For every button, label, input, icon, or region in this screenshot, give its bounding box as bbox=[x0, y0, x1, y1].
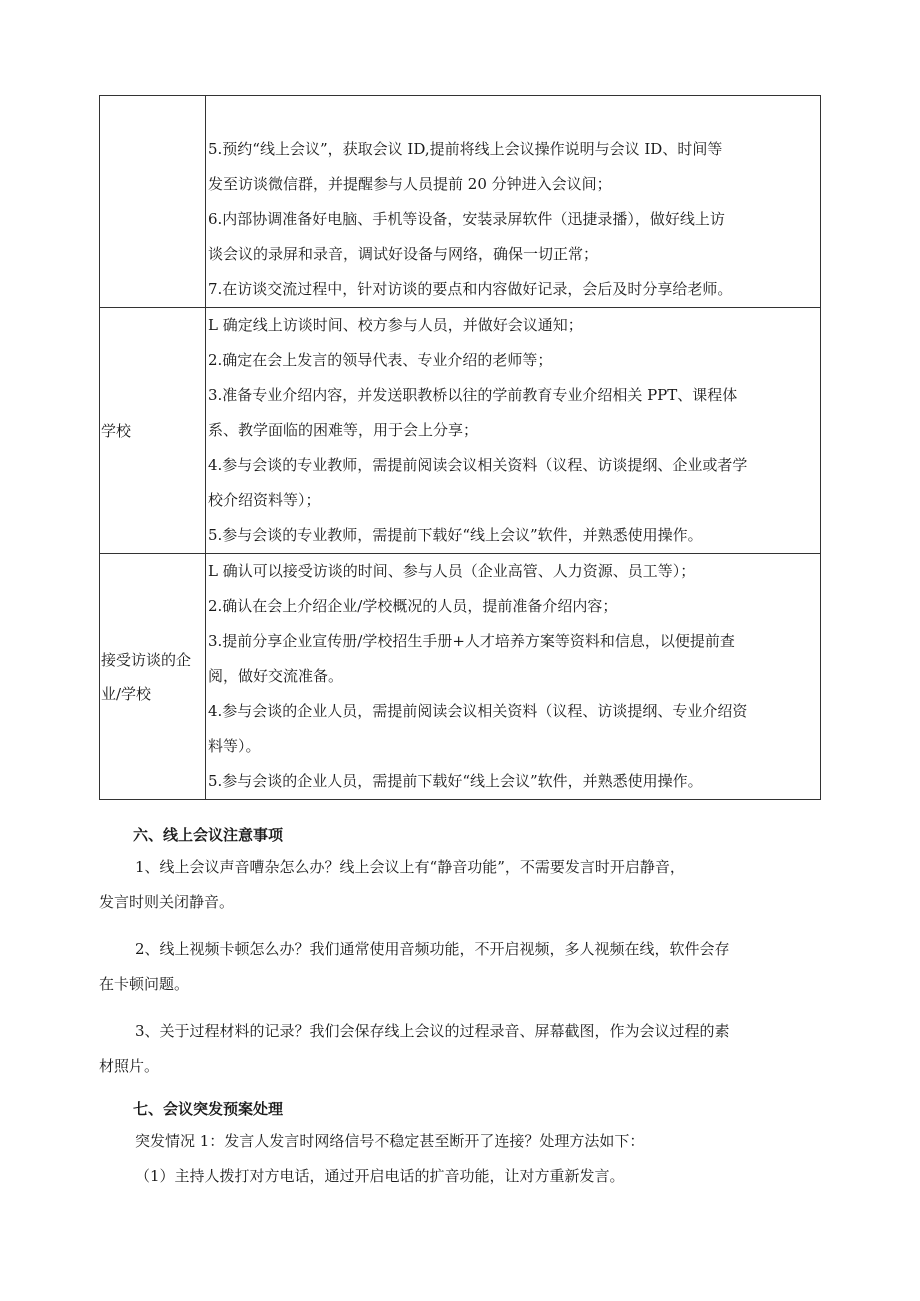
notice-item bbox=[99, 850, 821, 920]
row-content-cell bbox=[206, 96, 821, 308]
list-item: 4.参与会谈的企业人员，需提前阅读会议相关资料（议程、访谈提纲、专业介绍资 bbox=[208, 702, 748, 720]
row-label: 接受访谈的企 bbox=[101, 650, 192, 669]
list-item: 2.确定在会上发言的领导代表、专业介绍的老师等； bbox=[208, 351, 553, 369]
preparation-table bbox=[99, 95, 821, 800]
section-heading: 六、线上会议注意事项 bbox=[133, 826, 284, 844]
row-label-cell bbox=[100, 96, 206, 308]
list-item: 6.内部协调准备好电脑、手机等设备，安装录屏软件（迅捷录播），做好线上访 bbox=[208, 210, 725, 228]
paragraph-line: 3、关于过程材料的记录？我们会保存线上会议的过程录音、屏幕截图，作为会议过程的素 bbox=[135, 1022, 730, 1040]
list-item: 系、教学面临的困难等，用于会上分享； bbox=[208, 421, 479, 439]
row-content-cell bbox=[206, 554, 821, 800]
table-row bbox=[100, 554, 821, 800]
list-item: 料等）。 bbox=[208, 737, 261, 755]
list-item: 4.参与会谈的专业教师，需提前阅读会议相关资料（议程、访谈提纲、企业或者学 bbox=[208, 456, 748, 474]
row-label: 学校 bbox=[101, 421, 132, 440]
row-label-cell bbox=[100, 308, 206, 554]
section-heading: 七、会议突发预案处理 bbox=[133, 1100, 284, 1118]
table-row bbox=[100, 96, 821, 308]
notice-item bbox=[99, 932, 821, 1002]
paragraph-line: 突发情况 1：发言人发言时网络信号不稳定甚至断开了连接？处理方法如下： bbox=[135, 1132, 645, 1150]
table-row bbox=[100, 308, 821, 554]
list-item: 校介绍资料等）； bbox=[208, 491, 321, 509]
list-item: 7.在访谈交流过程中，针对访谈的要点和内容做好记录，会后及时分享给老师。 bbox=[208, 280, 733, 298]
paragraph-line: 1、线上会议声音嘈杂怎么办？线上会议上有“静音功能”，不需要发言时开启静音， bbox=[135, 858, 685, 876]
list-item: 阅，做好交流准备。 bbox=[208, 667, 344, 685]
row-label: 业/学校 bbox=[101, 684, 152, 703]
paragraph-line: 在卡顿问题。 bbox=[99, 975, 190, 993]
document-body bbox=[99, 820, 821, 1194]
row-content-cell bbox=[206, 308, 821, 554]
paragraph-line: （1）主持人拨打对方电话，通过开启电话的扩音功能，让对方重新发言。 bbox=[135, 1167, 625, 1185]
row-label-cell bbox=[100, 554, 206, 800]
list-item: 3.提前分享企业宣传册/学校招生手册+人才培养方案等资料和信息，以便提前查 bbox=[208, 632, 735, 650]
paragraph-line: 2、线上视频卡顿怎么办？我们通常使用音频功能，不开启视频，多人视频在线，软件会存 bbox=[135, 940, 730, 958]
list-item: 发至访谈微信群，并提醒参与人员提前 20 分钟进入会议间； bbox=[208, 175, 612, 193]
list-item: 3.准备专业介绍内容，并发送职教桥以往的学前教育专业介绍相关 PPT、课程体 bbox=[208, 386, 738, 404]
notice-item bbox=[99, 1014, 821, 1084]
list-item: 2.确认在会上介绍企业/学校概况的人员，提前准备介绍内容； bbox=[208, 597, 618, 615]
list-item: 5.参与会谈的企业人员，需提前下载好“线上会议”软件，并熟悉使用操作。 bbox=[208, 772, 703, 790]
list-item: L 确认可以接受访谈的时间、参与人员（企业高管、人力资源、员工等）； bbox=[208, 562, 696, 580]
list-item: 5.预约“线上会议”，获取会议 ID,提前将线上会议操作说明与会议 ID、时间等 bbox=[208, 140, 723, 158]
list-item: L 确定线上访谈时间、校方参与人员，并做好会议通知； bbox=[208, 316, 583, 334]
list-item: 谈会议的录屏和录音，调试好设备与网络，确保一切正常； bbox=[208, 245, 599, 263]
paragraph-line: 材照片。 bbox=[99, 1057, 160, 1075]
paragraph-line: 发言时则关闭静音。 bbox=[99, 893, 235, 911]
list-item: 5.参与会谈的专业教师，需提前下载好“线上会议”软件，并熟悉使用操作。 bbox=[208, 526, 703, 544]
